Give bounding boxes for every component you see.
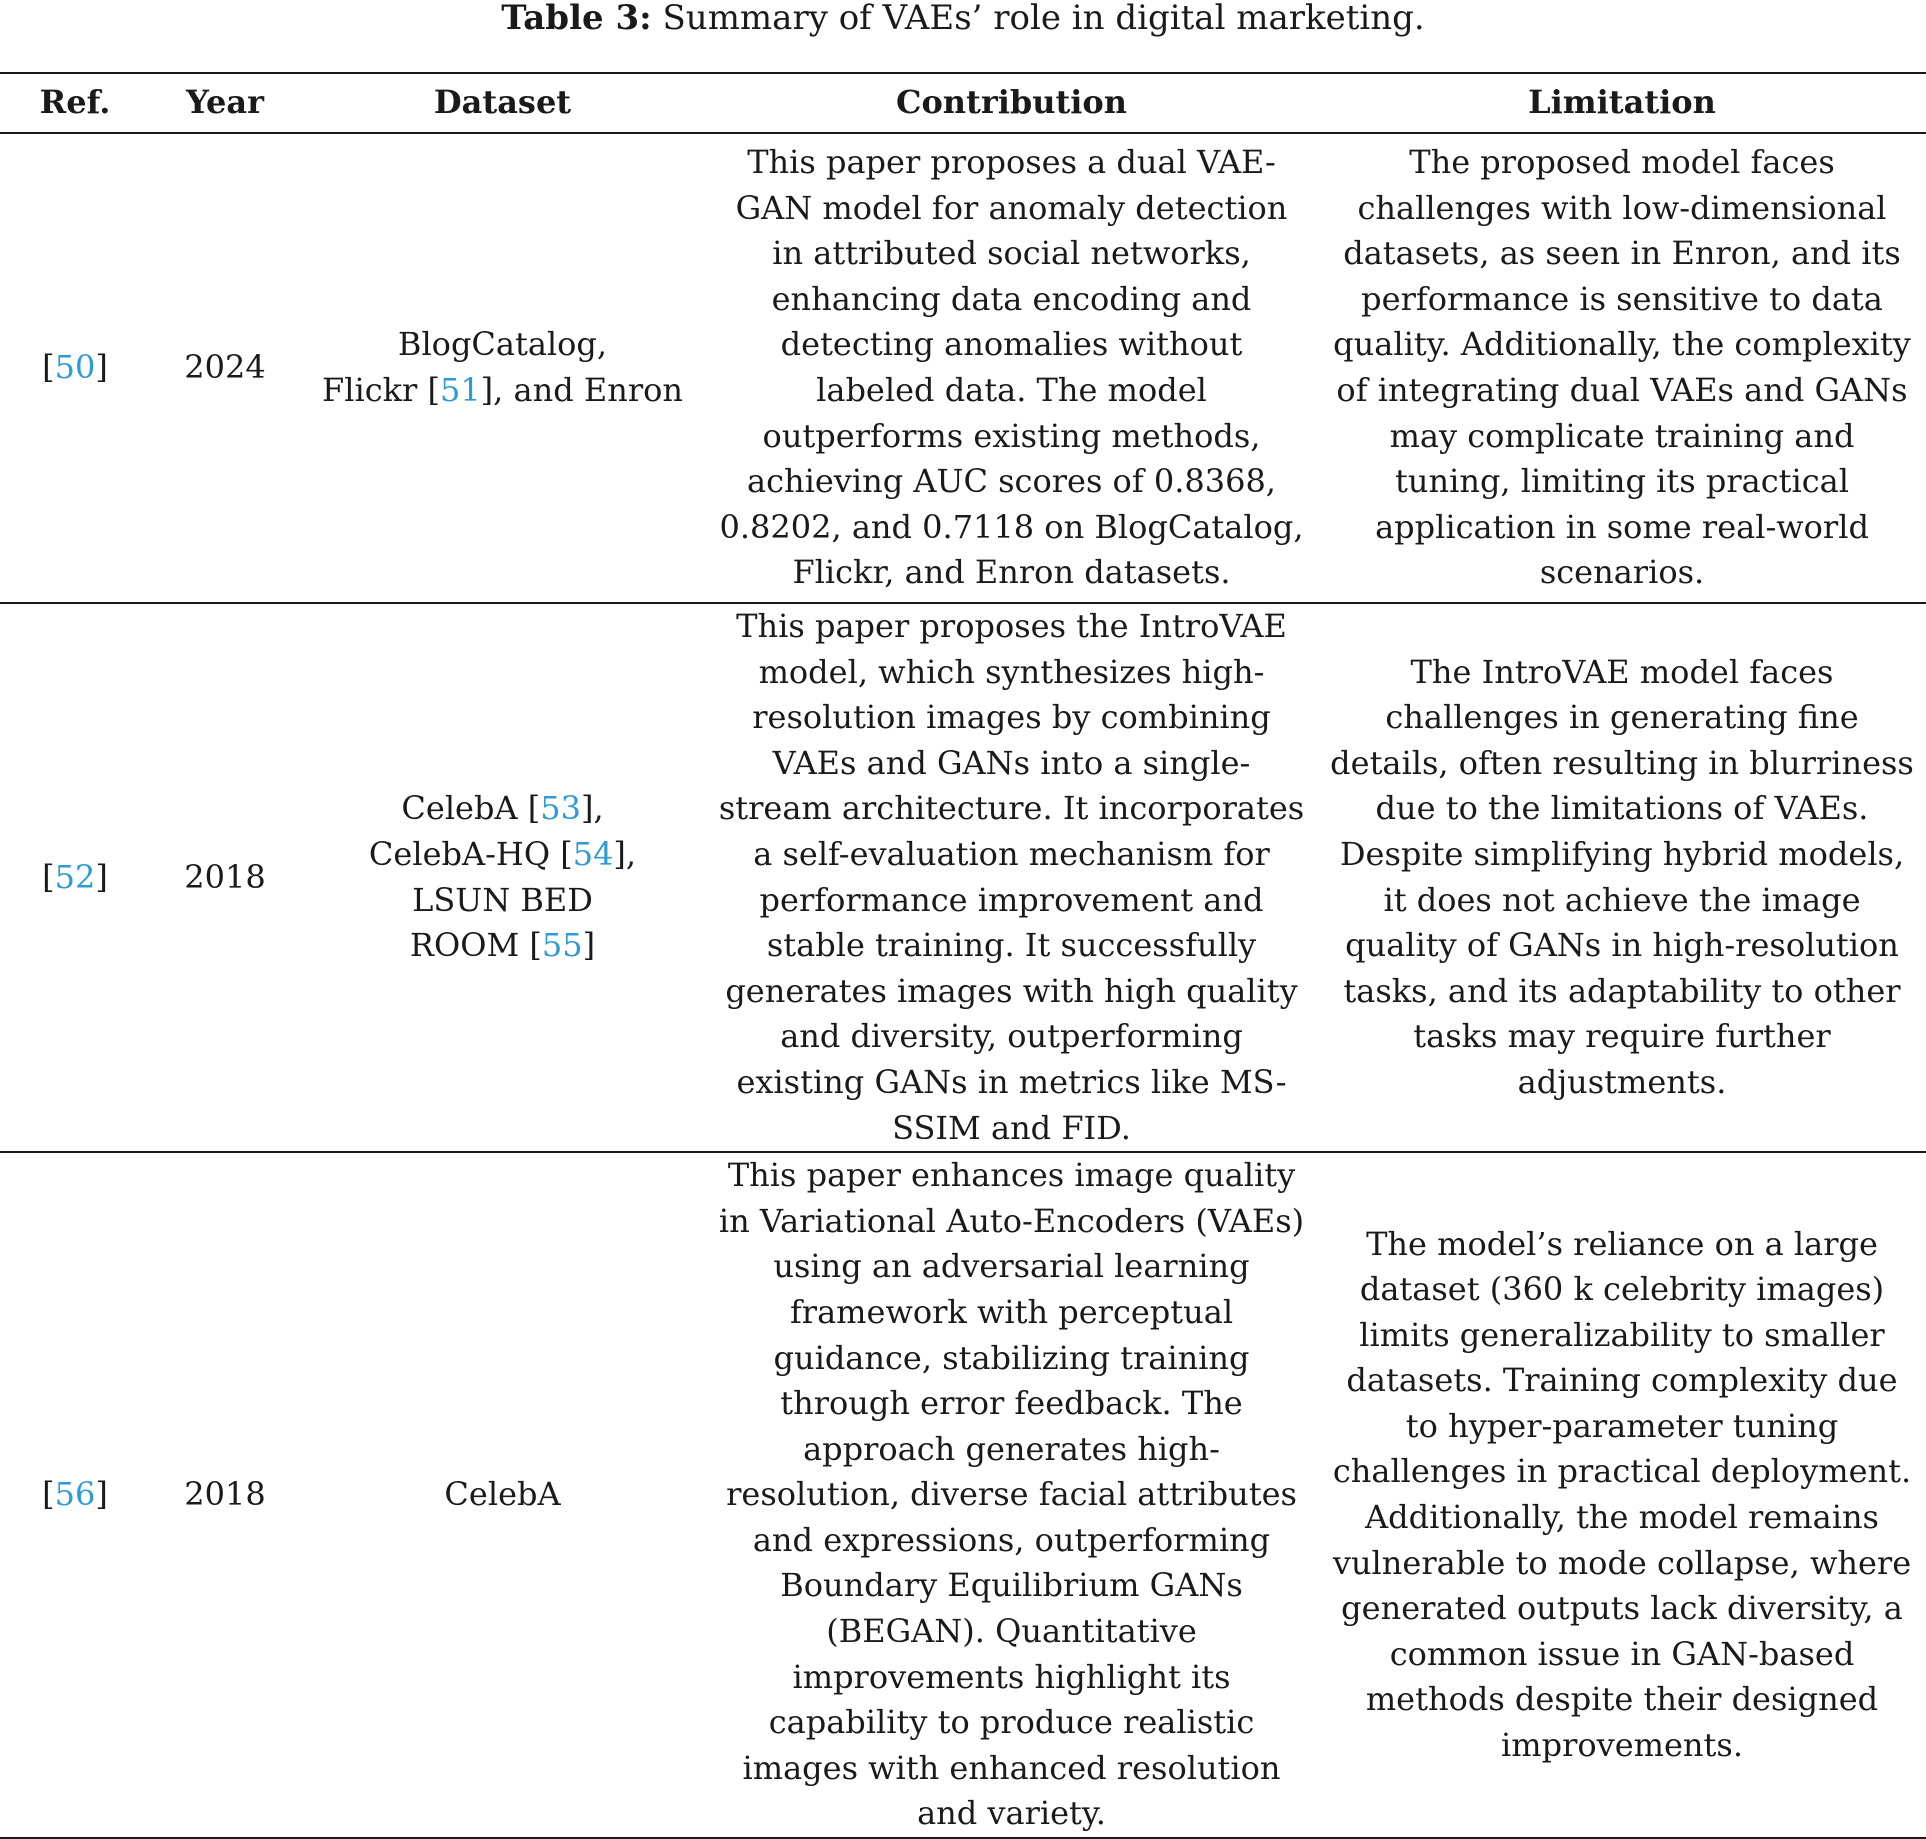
dataset-text: ] (582, 926, 596, 965)
table-caption (0, 0, 1926, 40)
dataset-cell (300, 133, 705, 603)
limitation-cell: The model’s reliance on a large dataset (360 k celebrity images) limits generalizability to smaller datasets. Training complexity due to hyper-parameter tuning challenges in practical deployment. Additionally, the model remains vulnerable to mode collapse, where generated outputs lack diversity, a common issue in GAN-based methods despite their designed improvements. (1332, 1224, 1912, 1765)
header-dataset: Dataset (433, 83, 572, 122)
limitation-cell: The IntroVAE model faces challenges in generating fine details, often resulting in blurriness due to the limitations of VAEs. Despite simplifying hybrid models, it does not achieve the image quality of GANs in high-resolution tasks, and its adaptability to other tasks may require further adjustments. (1330, 652, 1914, 1101)
ref-cell: [56] (42, 1475, 108, 1514)
year-cell: 2018 (184, 1475, 266, 1514)
table-header (0, 73, 1926, 133)
limitation-cell: The proposed model faces challenges with low-dimensional datasets, as seen in Enron, and its performance is sensitive to data quality. Additionally, the complexity of integrating dual VAEs and GANs may complicate training and tuning, limiting its practical application in some real-world scenarios. (1333, 143, 1911, 592)
dataset-text: Flickr [ (322, 371, 440, 409)
dataset-text: CelebA-HQ [ (368, 834, 573, 873)
header-contribution: Contribution (895, 83, 1128, 122)
contribution-cell: This paper proposes the IntroVAE model, which synthesizes high-resolution images by combining VAEs and GANs into a single-stream architecture. It incorporates a self-evaluation mechanism for performance improvement and stable training. It successfully generates images with high quality and diversity, outperforming existing GANs in metrics like MS-SSIM and FID. (718, 607, 1305, 1147)
year-cell: 2018 (184, 857, 266, 896)
table-caption-label: Table 3: (501, 0, 652, 38)
ref-cell: [52] (42, 857, 108, 896)
ref-cell: [50] (42, 348, 108, 387)
citation-link[interactable]: 53 (540, 789, 581, 828)
table-caption-text: Summary of VAEs’ role in digital marketing. (662, 0, 1425, 38)
dataset-text: CelebA [ (401, 789, 541, 828)
dataset-text: ], (580, 789, 604, 828)
dataset-cell (300, 1152, 705, 1838)
table-body (0, 133, 1926, 1838)
contribution-cell: This paper enhances image quality in Variational Auto-Encoders (VAEs) using an adversarial learning framework with perceptual guidance, stabilizing training through error feedback. The approach generates high-resolution, diverse facial attributes and expressions, outperforming Boundary Equilibrium GANs (BEGAN). Quantitative improvements highlight its capability to produce realistic images with enhanced resolution and variety. (718, 1156, 1305, 1833)
contribution-cell: This paper proposes a dual VAE-GAN model for anomaly detection in attributed social networks, enhancing data encoding and detecting anomalies without labeled data. The model outperforms existing methods, achieving AUC scores of 0.8368, 0.8202, and 0.7118 on BlogCatalog, Flickr, and Enron datasets. (719, 143, 1304, 592)
table-row (0, 133, 1926, 603)
header-ref: Ref. (39, 83, 111, 122)
dataset-text: ], (613, 834, 637, 873)
summary-table (0, 72, 1926, 1839)
header-row (0, 73, 1926, 133)
dataset-text: BlogCatalog, (397, 325, 608, 364)
citation-link[interactable]: 55 (541, 926, 583, 965)
citation-link[interactable]: 50 (54, 348, 96, 387)
dataset-text: ], and Enron (480, 371, 683, 409)
header-year: Year (185, 83, 264, 122)
citation-link[interactable]: 51 (439, 371, 481, 409)
dataset-text: CelebA (444, 1475, 561, 1514)
year-cell: 2024 (184, 348, 266, 387)
table-row (0, 1152, 1926, 1838)
citation-link[interactable]: 54 (572, 834, 614, 873)
dataset-cell (300, 603, 705, 1152)
header-limitation: Limitation (1528, 83, 1716, 122)
citation-link[interactable]: 56 (54, 1475, 96, 1514)
dataset-text: LSUN BED (412, 880, 593, 919)
table-row (0, 603, 1926, 1152)
citation-link[interactable]: 52 (54, 857, 96, 896)
dataset-text: ROOM [ (409, 926, 542, 965)
